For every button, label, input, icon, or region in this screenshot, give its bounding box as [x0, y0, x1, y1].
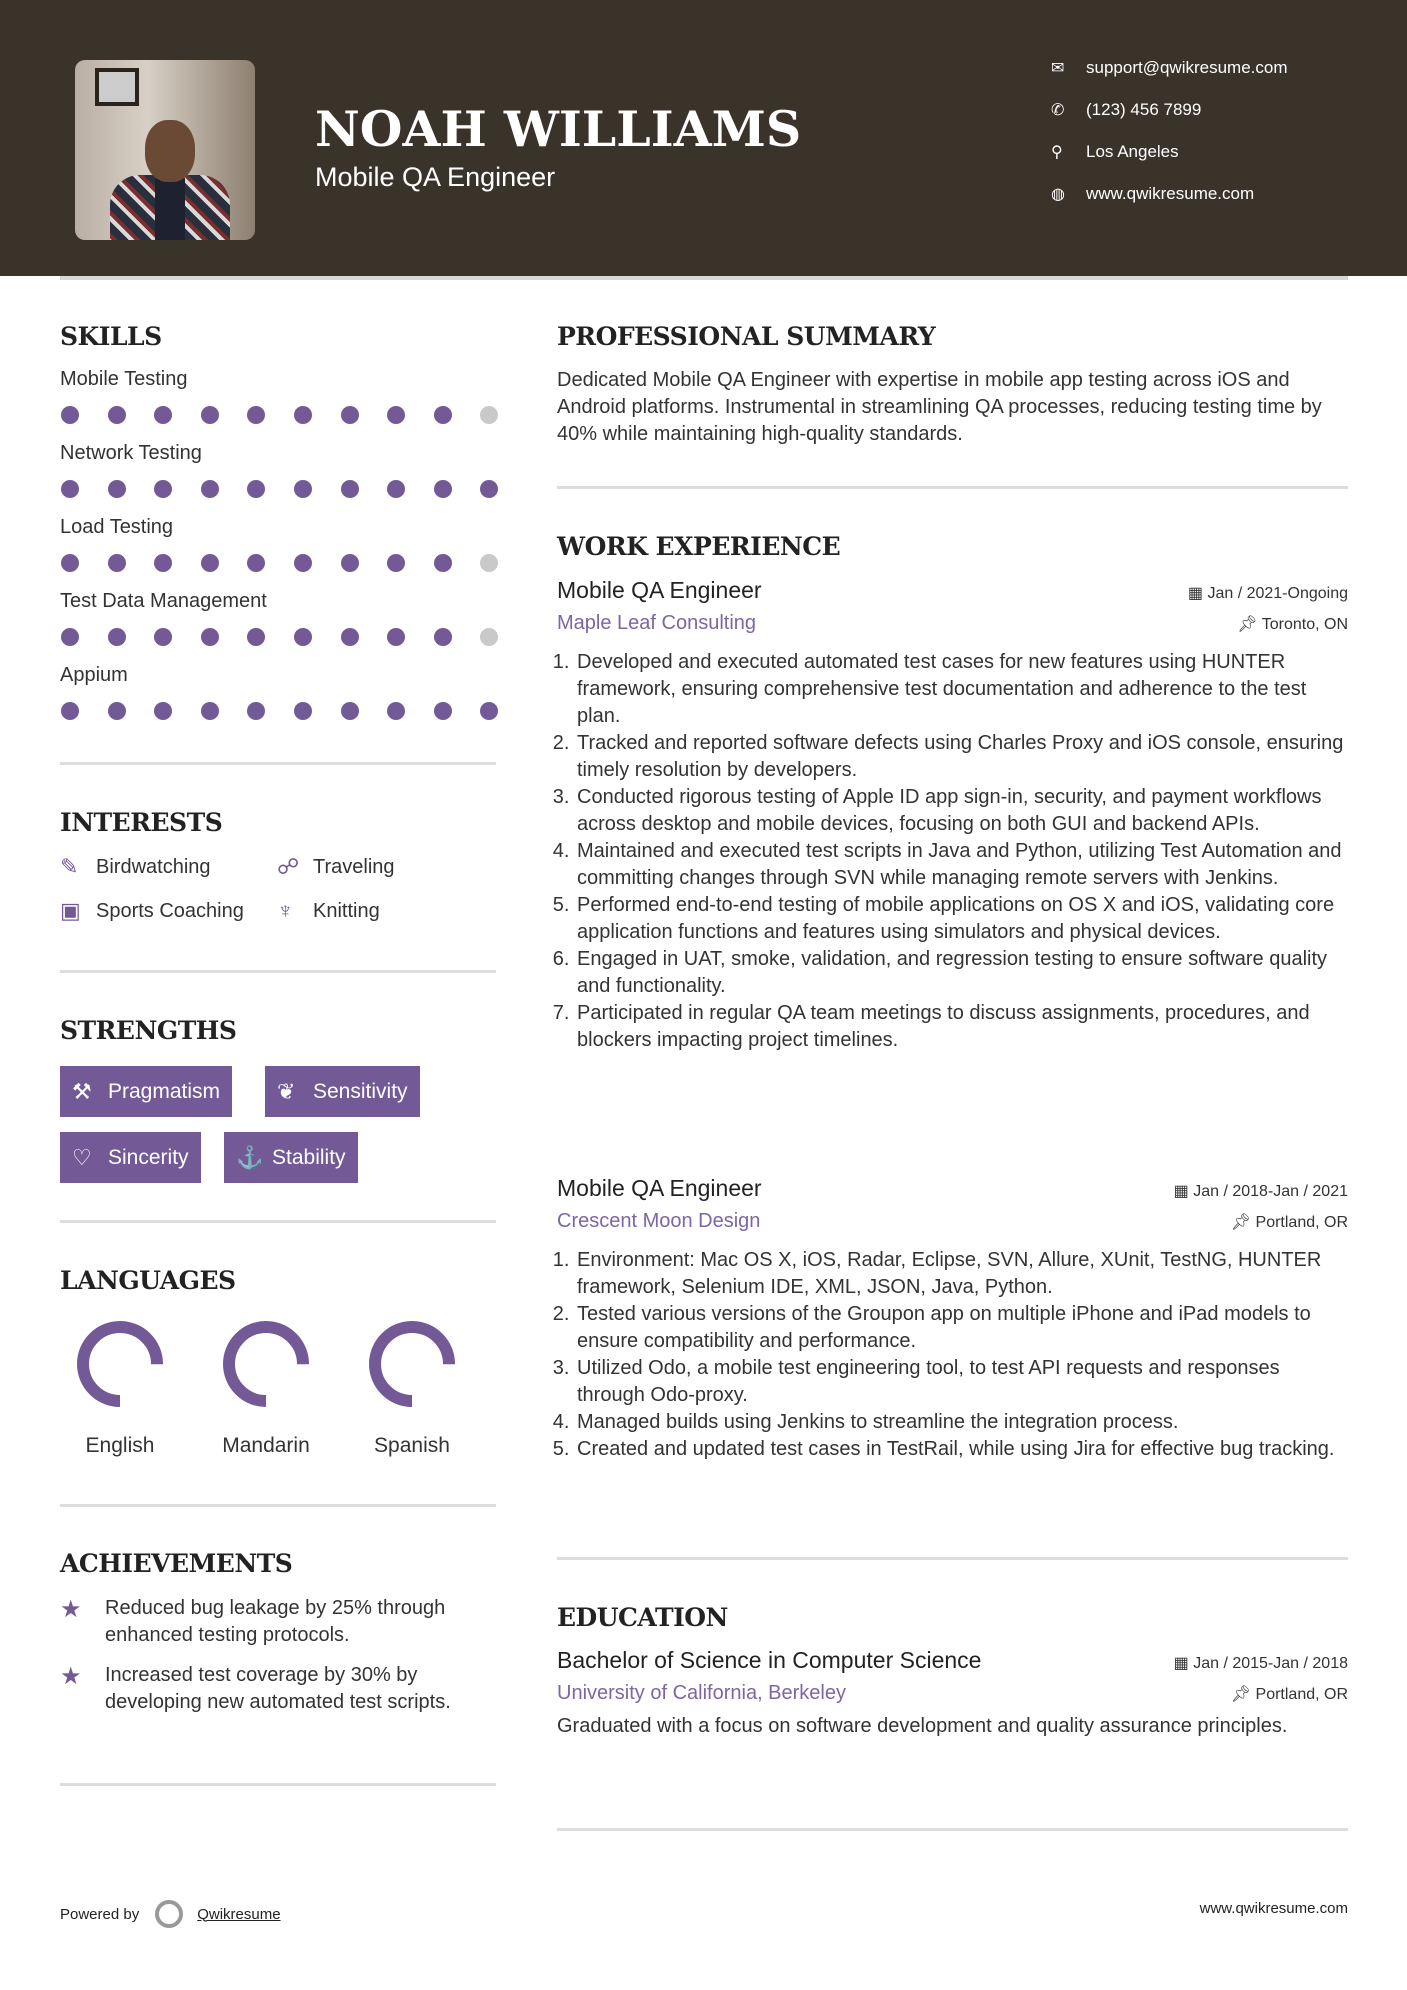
divider	[557, 486, 1348, 489]
summary-heading: PROFESSIONAL SUMMARY	[557, 322, 936, 351]
job-bullet: 3. Utilized Odo, a mobile test engineering tool, to test API requests and responses through Odo-proxy.	[575, 1355, 1348, 1409]
rating-dot	[294, 702, 312, 720]
rating-dot	[341, 702, 359, 720]
divider	[557, 1557, 1348, 1560]
education-entry	[557, 1647, 1348, 1740]
calendar-icon: ▦	[1187, 585, 1208, 602]
experience-heading: WORK EXPERIENCE	[557, 532, 841, 561]
rating-dot	[294, 480, 312, 498]
rating-dot	[108, 628, 126, 646]
education-heading: EDUCATION	[557, 1603, 728, 1632]
contact-item	[1051, 100, 1201, 120]
qwikresume-link[interactable]: Qwikresume	[197, 1905, 281, 1923]
job-bullet: 2. Tracked and reported software defects using Charles Proxy and iOS console, ensuring timely resolution by developers.	[575, 730, 1348, 784]
job-bullets	[557, 649, 1348, 1054]
strength-tag	[265, 1066, 420, 1117]
job-title: Mobile QA Engineer	[557, 1175, 762, 1201]
rating-dot	[434, 480, 452, 498]
rating-dot	[108, 554, 126, 572]
map-pin-icon: ⚲	[1051, 144, 1063, 161]
languages-heading: LANGUAGES	[60, 1266, 236, 1295]
interest-item	[277, 898, 380, 924]
footer-url: www.qwikresume.com	[1199, 1900, 1348, 1917]
rating-dot	[480, 702, 498, 720]
rating-dot	[61, 406, 79, 424]
rating-dot	[108, 702, 126, 720]
company-name: Maple Leaf Consulting	[557, 612, 757, 634]
contact-text: Los Angeles	[1086, 142, 1179, 161]
interest-label: Sports Coaching	[96, 899, 244, 922]
rating-dot	[154, 406, 172, 424]
anchor-icon: ⚓	[236, 1144, 264, 1170]
rating-dot	[201, 628, 219, 646]
strength-tag	[224, 1132, 358, 1183]
skill-rating	[60, 628, 500, 646]
rating-dot	[341, 554, 359, 572]
rating-dot	[201, 554, 219, 572]
job-subheader	[557, 604, 1348, 635]
strength-tag	[60, 1132, 201, 1183]
rating-dot	[61, 702, 79, 720]
rating-dot	[480, 628, 498, 646]
achievement-item	[60, 1595, 500, 1649]
language-item	[191, 1316, 341, 1458]
language-arc	[375, 1327, 449, 1401]
strength-label: Pragmatism	[108, 1079, 221, 1103]
job-bullets	[557, 1247, 1348, 1463]
pin-icon: 📌︎	[1237, 616, 1262, 633]
job-entry	[557, 577, 1348, 1054]
rating-dot	[247, 406, 265, 424]
divider	[60, 1783, 496, 1786]
rating-dot	[247, 554, 265, 572]
job-title: Mobile QA Engineer	[557, 577, 762, 603]
school: University of California, Berkeley	[557, 1682, 846, 1704]
job-location: Portland, OR	[1255, 1214, 1348, 1231]
job-dates: Jan / 2021-Ongoing	[1207, 585, 1348, 602]
skill-item	[60, 442, 500, 498]
job-bullet: 7. Participated in regular QA team meetings to discuss assignments, procedures, and blockers impacting project timelines.	[575, 1000, 1348, 1054]
interest-item	[60, 854, 211, 880]
job-dates-wrap	[1188, 583, 1348, 603]
skill-item	[60, 664, 500, 720]
job-bullet: 1. Developed and executed automated test cases for new features using HUNTER framework, ensuring comprehensive test documentation and adherence to the test plan.	[575, 649, 1348, 730]
interest-item	[277, 854, 395, 880]
rating-dot	[434, 406, 452, 424]
job-bullet: 1. Environment: Mac OS X, iOS, Radar, Eclipse, SVN, Allure, XUnit, TestNG, HUNTER framework, Selenium IDE, XML, JSON, Java, Python.	[575, 1247, 1348, 1301]
interest-label: Knitting	[313, 899, 380, 922]
contact-text: (123) 456 7899	[1086, 100, 1202, 119]
rating-dot	[341, 628, 359, 646]
strength-tag	[60, 1066, 232, 1117]
rating-dot	[387, 702, 405, 720]
skill-name: Mobile Testing	[60, 368, 188, 390]
job-bullet: 2. Tested various versions of the Groupon app on multiple iPhone and iPad models to ensure compatibility and performance.	[575, 1301, 1348, 1355]
profile-photo	[75, 60, 255, 240]
interest-label: Traveling	[313, 855, 395, 878]
rating-dot	[480, 554, 498, 572]
job-bullet: 4. Maintained and executed test scripts in Java and Python, utilizing Test Automation and committing changes through SVN while managing remote servers with Jenkins.	[575, 838, 1348, 892]
job-header	[557, 577, 1348, 604]
job-bullet: 5. Performed end-to-end testing of mobile applications on OS X and iOS, validating core application functions and features using simulators and physical devices.	[575, 892, 1348, 946]
briefcase-icon: ▣	[60, 898, 81, 923]
language-name: English	[85, 1434, 155, 1457]
header-shadow	[60, 276, 1348, 280]
language-proficiency-ring	[72, 1316, 168, 1412]
candidate-title: Mobile QA Engineer	[315, 162, 556, 192]
skill-rating	[60, 480, 500, 498]
job-dates: Jan / 2018-Jan / 2021	[1193, 1183, 1348, 1200]
rating-dot	[201, 406, 219, 424]
heart-icon: ♡	[72, 1144, 92, 1170]
calendar-icon: ▦	[1173, 1655, 1194, 1672]
summary-text: Dedicated Mobile QA Engineer with expertise in mobile app testing across iOS and Android platforms. Instrumental in streamlining QA processes, reducing testing time by 40% while maintaining high-quality standards.	[557, 369, 1322, 445]
rating-dot	[294, 406, 312, 424]
rating-dot	[61, 628, 79, 646]
trophy-icon: ♆	[277, 898, 294, 923]
language-name: Spanish	[374, 1434, 450, 1457]
interest-item	[60, 898, 244, 924]
rating-dot	[154, 702, 172, 720]
language-arc	[229, 1327, 303, 1401]
job-bullet: 5. Created and updated test cases in TestRail, while using Jira for effective bug tracking.	[575, 1436, 1348, 1463]
powered-by-text: Powered by	[60, 1905, 140, 1923]
gavel-icon: ⚒	[72, 1078, 92, 1104]
language-item	[45, 1316, 195, 1458]
divider	[60, 1220, 496, 1223]
skill-name: Test Data Management	[60, 590, 267, 612]
interests-heading: INTERESTS	[60, 808, 223, 837]
skill-name: Appium	[60, 664, 128, 686]
pin-icon: 📌︎	[1230, 1214, 1256, 1231]
degree: Bachelor of Science in Computer Science	[557, 1647, 982, 1673]
job-bullet: 6. Engaged in UAT, smoke, validation, and regression testing to ensure software quality and functionality.	[575, 946, 1348, 1000]
rating-dot	[434, 554, 452, 572]
skill-rating	[60, 554, 500, 572]
rating-dot	[341, 480, 359, 498]
strength-label: Sensitivity	[313, 1079, 408, 1103]
envelope-icon: ✉	[1051, 60, 1065, 77]
rating-dot	[247, 702, 265, 720]
star-icon: ★	[60, 1663, 82, 1690]
rating-dot	[294, 554, 312, 572]
skill-name: Network Testing	[60, 442, 202, 464]
rating-dot	[201, 702, 219, 720]
pencil-square-icon: ✎	[60, 854, 79, 879]
job-location-wrap	[1237, 614, 1348, 634]
leaf-icon: ❦	[277, 1078, 296, 1104]
strength-label: Stability	[272, 1145, 346, 1169]
job-subheader	[557, 1202, 1348, 1233]
rating-dot	[108, 406, 126, 424]
contact-text: www.qwikresume.com	[1086, 184, 1255, 203]
phone-icon: ✆	[1051, 102, 1065, 119]
rating-dot	[61, 554, 79, 572]
job-bullet: 4. Managed builds using Jenkins to streamline the integration process.	[575, 1409, 1348, 1436]
education-description: Graduated with a focus on software development and quality assurance principles.	[557, 1715, 1288, 1737]
divider	[60, 970, 496, 973]
star-icon: ★	[60, 1596, 82, 1623]
footer-powered	[60, 1900, 281, 1928]
skill-item	[60, 368, 500, 424]
rating-dot	[201, 480, 219, 498]
divider	[557, 1828, 1348, 1831]
rating-dot	[341, 406, 359, 424]
language-item	[337, 1316, 487, 1458]
rating-dot	[434, 702, 452, 720]
rating-dot	[108, 480, 126, 498]
qwikresume-logo-icon	[155, 1900, 183, 1928]
divider	[60, 1504, 496, 1507]
job-dates-wrap	[1174, 1181, 1348, 1201]
language-proficiency-ring	[364, 1316, 460, 1412]
skill-name: Load Testing	[60, 516, 174, 538]
rating-dot	[247, 628, 265, 646]
job-entry	[557, 1175, 1348, 1463]
rating-dot	[154, 628, 172, 646]
skill-rating	[60, 406, 500, 424]
education-location: Portland, OR	[1255, 1686, 1348, 1703]
pin-icon: 📌︎	[1230, 1686, 1256, 1703]
contact-item	[1051, 184, 1254, 204]
rating-dot	[387, 406, 405, 424]
skills-heading: SKILLS	[60, 322, 162, 351]
candidate-name: NOAH WILLIAMS	[315, 100, 802, 158]
education-dates: Jan / 2015-Jan / 2018	[1193, 1655, 1348, 1672]
skill-item	[60, 590, 500, 646]
rating-dot	[387, 480, 405, 498]
achievement-item	[60, 1662, 500, 1716]
job-header	[557, 1175, 1348, 1202]
contact-text: support@qwikresume.com	[1086, 58, 1288, 77]
rating-dot	[480, 406, 498, 424]
company-name: Crescent Moon Design	[557, 1210, 761, 1232]
achievement-text: Increased test coverage by 30% by developing new automated test scripts.	[105, 1664, 451, 1713]
contact-item	[1051, 142, 1179, 162]
language-arc	[83, 1327, 157, 1401]
rating-dot	[154, 554, 172, 572]
job-bullet: 3. Conducted rigorous testing of Apple ID app sign-in, security, and payment workflows across desktop and mobile devices, focusing on both GUI and backend APIs.	[575, 784, 1348, 838]
interest-label: Birdwatching	[96, 855, 211, 878]
job-location: Toronto, ON	[1261, 616, 1348, 633]
calendar-icon: ▦	[1173, 1183, 1194, 1200]
strength-label: Sincerity	[108, 1145, 189, 1169]
rating-dot	[294, 628, 312, 646]
rating-dot	[247, 480, 265, 498]
rating-dot	[434, 628, 452, 646]
rating-dot	[387, 628, 405, 646]
language-name: Mandarin	[222, 1434, 310, 1457]
job-location-wrap	[1231, 1212, 1348, 1232]
divider	[60, 762, 496, 765]
skill-rating	[60, 702, 500, 720]
globe-icon: ◍	[1051, 186, 1065, 203]
contact-item	[1051, 58, 1288, 78]
rating-dot	[154, 480, 172, 498]
rating-dot	[387, 554, 405, 572]
achievement-text: Reduced bug leakage by 25% through enhanced testing protocols.	[105, 1597, 446, 1646]
strengths-heading: STRENGTHS	[60, 1016, 237, 1045]
rating-dot	[480, 480, 498, 498]
rating-dot	[61, 480, 79, 498]
achievements-heading: ACHIEVEMENTS	[60, 1549, 293, 1578]
language-proficiency-ring	[218, 1316, 314, 1412]
binoculars-icon: ☍	[277, 854, 300, 879]
skill-item	[60, 516, 500, 572]
